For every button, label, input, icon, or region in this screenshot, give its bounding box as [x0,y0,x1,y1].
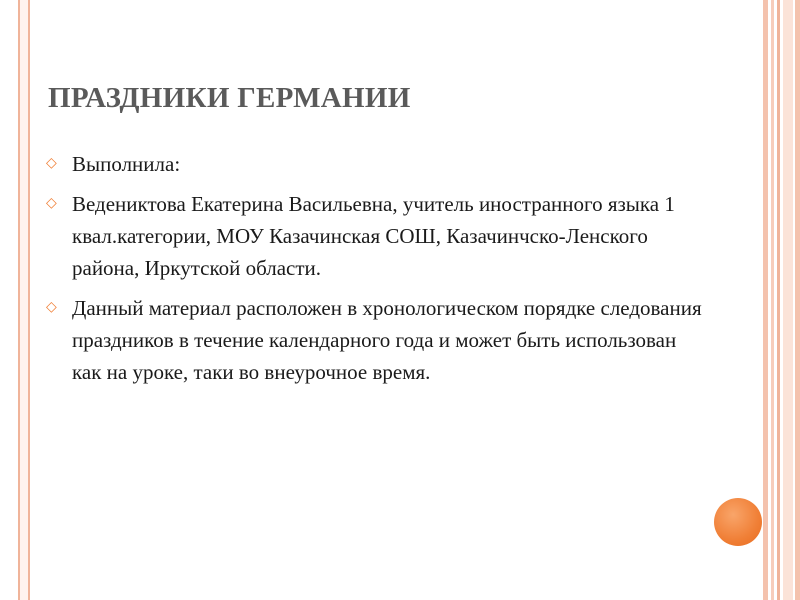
left-frame-border [18,0,30,600]
bullet-item-author-details [44,188,704,284]
right-frame-stripe [771,0,774,600]
right-frame-stripe [777,0,780,600]
diamond-bullet-icon: ◇ [46,196,57,211]
right-frame-stripe [795,0,800,600]
right-frame-stripe [783,0,793,600]
bullet-list [44,148,704,396]
diamond-bullet-icon: ◇ [46,156,57,171]
bullet-text: Данный материал расположен в хронологическом порядке следования праздников в течение календарного года и может быть использован как на уроке, таки во внеурочное время. [72,296,702,384]
diamond-bullet-icon: ◇ [46,300,57,315]
bullet-item-author-label [44,148,704,180]
bullet-text: Ведениктова Екатерина Васильевна, учитель иностранного языка 1 квал.категории, МОУ Казачинская СОШ, Казачинчско-Ленского района, Иркутской области. [72,192,675,280]
slide-title: ПРАЗДНИКИ ГЕРМАНИИ [48,82,411,114]
bullet-text: Выполнила: [72,152,181,176]
right-frame-stripe [763,0,768,600]
orange-circle-decoration [714,498,762,546]
bullet-item-description [44,292,704,388]
